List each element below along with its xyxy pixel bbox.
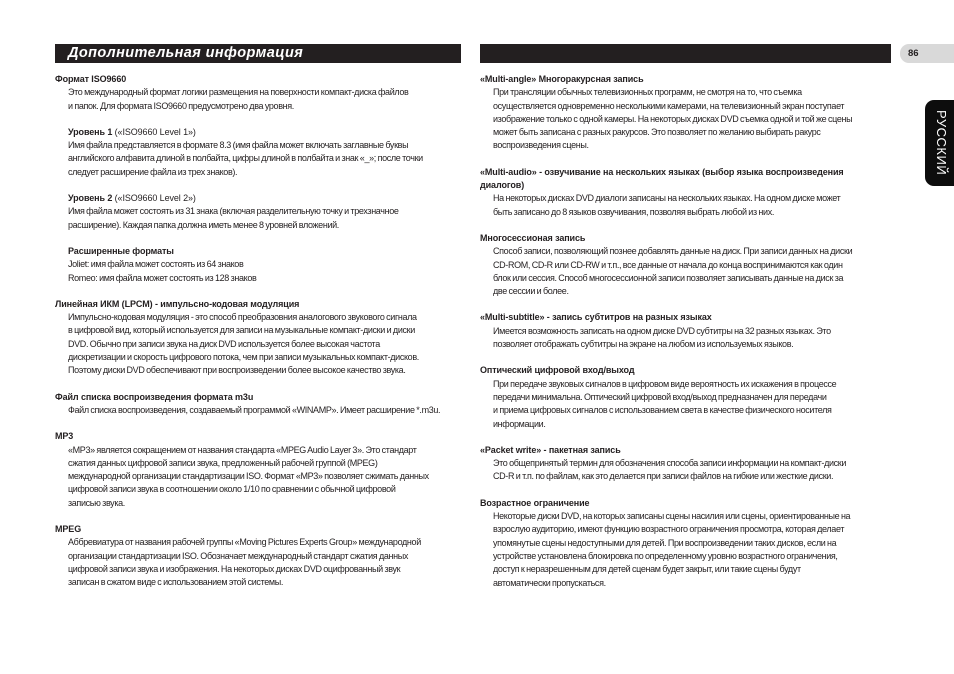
section-body <box>480 510 895 590</box>
body-line: Это международный формат логики размещения на поверхности компакт-диска файлов <box>68 87 409 98</box>
section-optical <box>480 364 895 430</box>
section-header-bar-right <box>480 44 891 63</box>
body-line: устройстве установлена блокировка по определенному уровню возрастного ограничения, <box>493 550 838 561</box>
body-line: воспроизведения сцены. <box>493 140 589 151</box>
body-line: Поэтому диски DVD обеспечивают при воспроизведении более высокое качество звука. <box>68 365 406 376</box>
body-line: следует расширение файла из трех знаков). <box>68 166 238 177</box>
subsection-title-plain: («ISO9660 Level 1») <box>112 126 196 137</box>
body-line: Импульсно-кодовая модуляция - это способ преобразовния аналогового звукового сигнала <box>68 312 417 323</box>
body-line: и приема цифровых сигналов с использованием света в качестве физического носителя <box>493 405 832 416</box>
title-line: «Multi-audio» - озвучивание на нескольких языках (выбор языка воспроизведения <box>480 166 844 177</box>
body-line: цифровой записи звука и изображения. На некоторых дисках DVD оцифрованный звук <box>68 563 401 574</box>
language-label: РУССКИЙ <box>934 110 949 176</box>
subsection-title-bold: Уровень 1 <box>68 126 113 137</box>
body-line: сжатия данных цифровой записи звука, предложенный рабочей группой (MPEG) <box>68 457 378 468</box>
section-multi-subtitle <box>480 311 895 351</box>
section-title: «Multi-subtitle» - запись субтитров на разных языках <box>480 312 712 323</box>
section-title: Линейная ИКМ (LPCM) - импульсно-кодовая модуляция <box>55 298 300 309</box>
section-multisession <box>480 232 895 298</box>
body-line: автоматически пропускаться. <box>493 577 606 588</box>
subsection-title <box>68 192 196 205</box>
body-line: При передаче звуковых сигналов в цифровом виде вероятность их искажения в процессе <box>493 378 837 389</box>
body-line: две сессии и более. <box>493 286 569 297</box>
section-multi-audio <box>480 166 895 219</box>
body-line: дискретизации и скорость цифрового потока, чем при записи музыкальных компакт-дисков. <box>68 352 419 363</box>
subsection-body <box>68 205 465 232</box>
section-body <box>55 311 465 377</box>
subsection-extended-formats <box>55 245 465 285</box>
section-body <box>55 86 465 113</box>
body-line: Joliet: имя файла может состоять из 64 знаков <box>68 259 244 270</box>
section-title: MPEG <box>55 524 82 535</box>
body-line: блок или сессия. Способ многосессионной записи позволяет записывать данные на диск за <box>493 272 844 283</box>
body-line: Имя файла может состоять из 31 знака (включая разделительную точку и трехзначное <box>68 206 399 217</box>
right-column <box>480 73 895 603</box>
body-line: CD-ROM, CD-R или CD-RW и т.п., все данные от начала до конца воспринимаются как один <box>493 259 843 270</box>
body-line: CD-R и т.п. по файлам, как это делается при записи файлов на гибкие или жесткие диски. <box>493 471 834 482</box>
section-body <box>480 192 895 219</box>
subsection-title <box>68 126 196 139</box>
section-title <box>480 166 844 193</box>
section-lpcm <box>55 298 465 378</box>
body-line: английского алфавита длиной в полбайта, цифры длиной в полбайта и знак «_»; после точки <box>68 153 423 164</box>
section-body <box>480 86 895 152</box>
subsection-title-bold: Уровень 2 <box>68 193 113 204</box>
section-title: Многосессионая запись <box>480 232 586 243</box>
body-line: Это общепринятый термин для обозначения способа записи информации на компакт-диски <box>493 458 847 469</box>
left-column <box>55 73 465 603</box>
body-line: Некоторые диски DVD, на которых записаны сцены насилия или сцены, ориентированные на <box>493 511 851 522</box>
section-header-bar-left <box>55 44 461 63</box>
body-line: записан в сжатом виде с использованием этой системы. <box>68 577 284 588</box>
body-line: в цифровой вид, который используется для записи на музыкальные компакт-диски и диски <box>68 325 415 336</box>
body-line: «MP3» является сокращением от названия стандарта «MPEG Audio Layer 3». Это стандарт <box>68 444 417 455</box>
body-line: записью звука. <box>68 497 125 508</box>
subsection-title: Расширенные форматы <box>68 245 174 256</box>
body-line: цифровой записи звука в соотношении около 1/10 по сравнении с обычной цифровой <box>68 484 396 495</box>
section-body <box>55 404 465 417</box>
title-line: диалогов) <box>480 180 525 191</box>
page-title: Дополнительная информация <box>68 45 304 61</box>
subsection-title-plain: («ISO9660 Level 2») <box>112 193 196 204</box>
body-line: доступ к неразрешенным для детей сценам будет закрыт, или такие сцены будут <box>493 564 801 575</box>
body-line: При трансляции обычных телевизионных программ, не смотря на то, что съемка <box>493 87 802 98</box>
section-title: Оптический цифровой вход/выход <box>480 365 635 376</box>
body-line: расширение). Каждая папка должна иметь менее 8 уровней вложений. <box>68 219 339 230</box>
subsection-body <box>68 139 465 179</box>
body-line: Файл списка воспроизведения, создаваемый программой «WINAMP». Имеет расширение *.m3u. <box>68 404 441 415</box>
body-line: осуществляется одновременно несколькими камерами, на телевизионный экран поступает <box>493 100 845 111</box>
body-line: организации стандартизации ISO. Обозначает международный стандарт сжатия данных <box>68 550 409 561</box>
body-line: Имя файла представляется в формате 8.3 (имя файла может включать заглавные буквы <box>68 140 409 151</box>
body-line: изображение только с одной камеры. На некоторых дисках DVD съемка одной и той же сцены <box>493 113 853 124</box>
body-line: и папок. Для формата ISO9660 предусмотрено два уровня. <box>68 100 294 111</box>
body-line: На некоторых дисках DVD диалоги записаны на нескольких языках. На одном диске может <box>493 193 841 204</box>
section-title: «Packet write» - пакетная запись <box>480 444 621 455</box>
body-line: DVD. Обычно при записи звука на диск DVD используется более высокая частота <box>68 338 380 349</box>
section-title: Формат ISO9660 <box>55 74 127 84</box>
subsection-level-1 <box>55 126 465 179</box>
body-line: Имеется возможность записать на одном диске DVD субтитры на 32 разных языках. Это <box>493 325 831 336</box>
section-title: MP3 <box>55 431 74 442</box>
body-line: упомянутые сцены недоступными для детей. При воспроизведении таких дисков, если на <box>493 537 837 548</box>
body-line: передачи минимальна. Оптический цифровой вход/выход предназначен для передачи <box>493 391 827 402</box>
section-body <box>480 245 895 298</box>
section-body <box>55 444 465 510</box>
body-line: Способ записи, позволяющий познее добавлять данные на диск. При записи данных на диски <box>493 246 853 257</box>
section-title: Файл списка воспроизведения формата m3u <box>55 391 254 402</box>
section-multi-angle <box>480 73 895 153</box>
section-parental <box>480 497 895 590</box>
body-line: информации. <box>493 418 546 429</box>
subsection-level-2 <box>55 192 465 232</box>
section-m3u <box>55 391 465 418</box>
section-body <box>480 457 895 484</box>
section-body <box>480 378 895 431</box>
section-title: «Multi-angle» Многоракурсная запись <box>480 74 644 84</box>
subsection-body <box>68 258 465 285</box>
page-number-tab <box>900 44 954 63</box>
section-body <box>480 325 895 352</box>
page-number: 86 <box>908 48 919 59</box>
body-line: международной организации стандартизации ISO. Формат «MP3» позволяет сжимать данных <box>68 471 429 482</box>
section-iso9660 <box>55 73 465 285</box>
section-mp3 <box>55 430 465 510</box>
body-line: может быть записана с разных ракурсов. Это позволяет по желанию выбирать ракурс <box>493 127 821 138</box>
body-line: Romeo: имя файла может состоять из 128 знаков <box>68 272 257 283</box>
body-line: позволяет отображать субтитры на экране на любом из используемых языков. <box>493 339 794 350</box>
body-line: быть записано до 8 языков озвучивания, позволяя выбрать любой из них. <box>493 206 775 217</box>
section-mpeg <box>55 523 465 589</box>
section-title: Возрастное ограничение <box>480 497 590 508</box>
section-packet-write <box>480 444 895 484</box>
section-body <box>55 536 465 589</box>
body-line: взрослую аудиторию, имеют функцию возрастного ограничения просмотра, которая делает <box>493 524 845 535</box>
language-tab <box>925 100 954 186</box>
body-line: Аббревиатура от названия рабочей группы «Moving Pictures Experts Group» международной <box>68 537 421 548</box>
